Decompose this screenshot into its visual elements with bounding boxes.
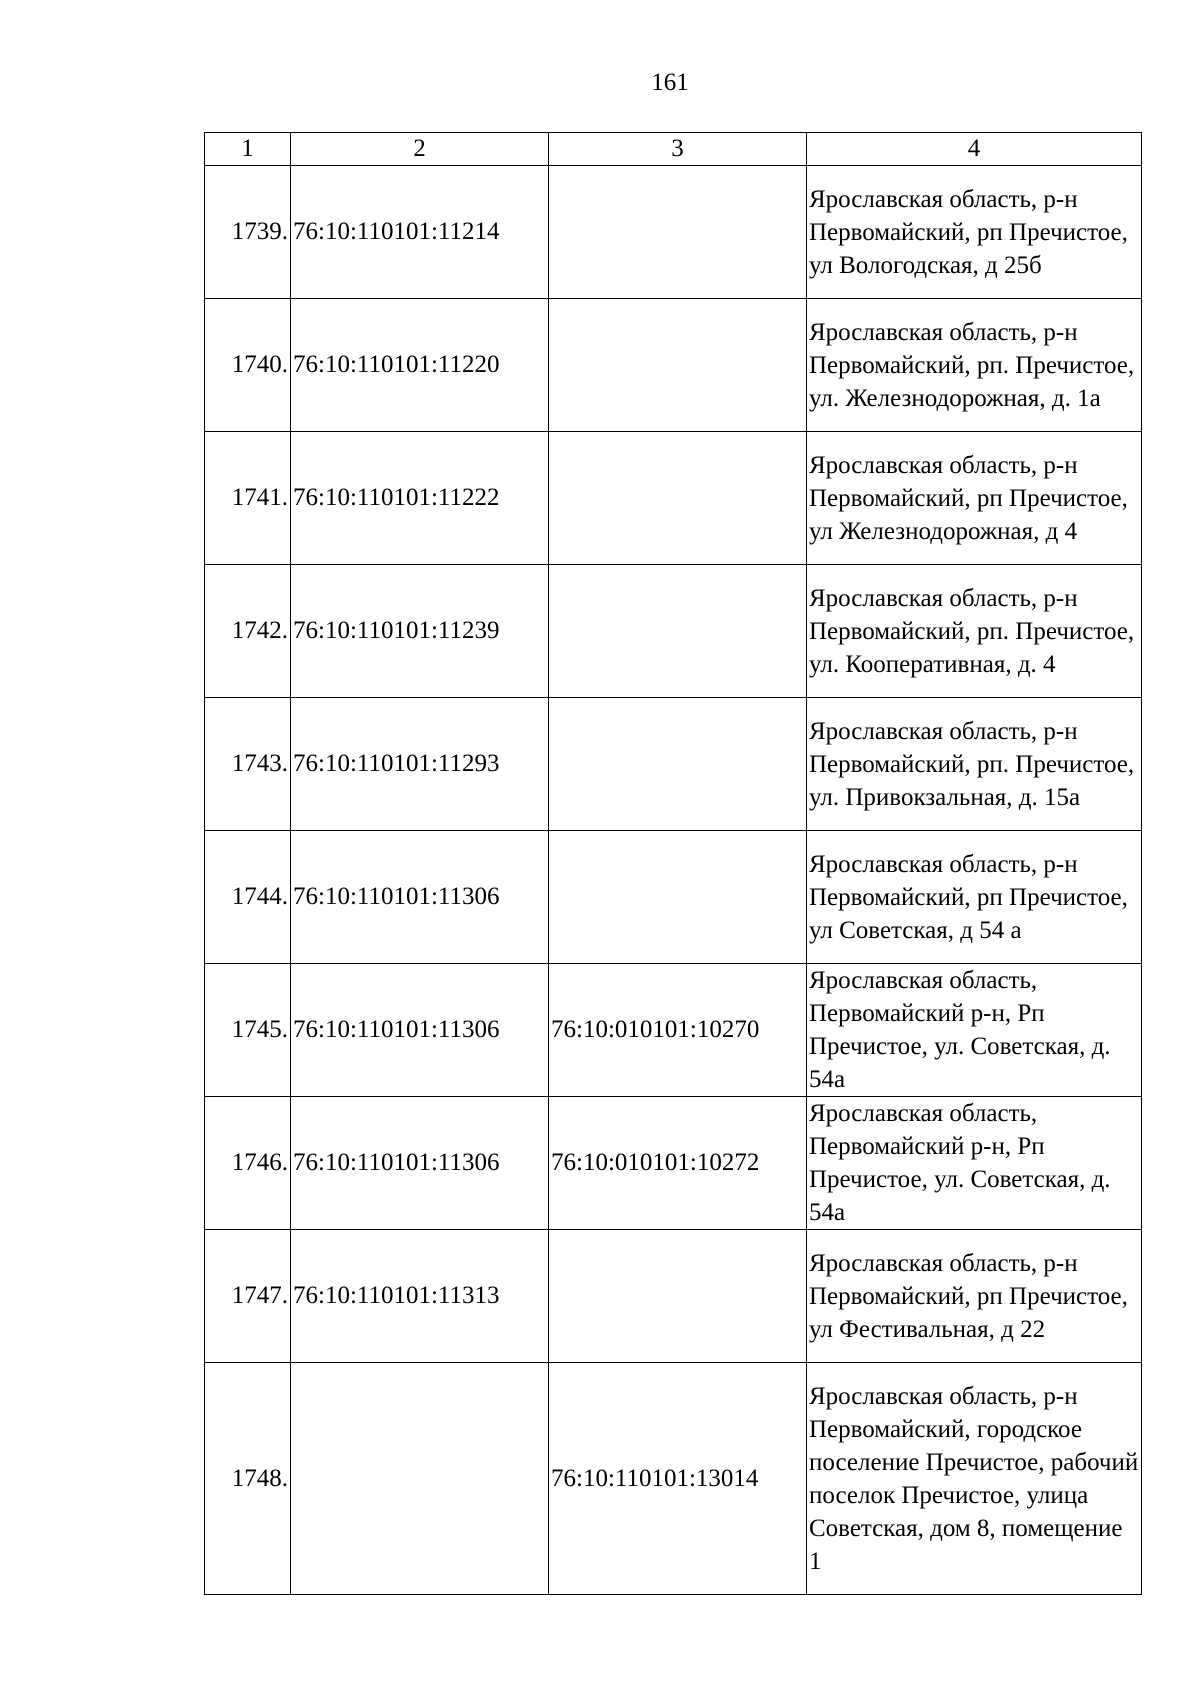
related-cadastral-number	[549, 698, 807, 831]
row-number: 1742.	[205, 565, 291, 698]
related-cadastral-number	[549, 166, 807, 299]
cadastral-number	[291, 1363, 549, 1595]
address: Ярославская область, р-н Первомайский, рп Пречистое, ул Советская, д 54 а	[807, 831, 1142, 964]
table-row	[205, 1097, 1142, 1230]
row-number: 1747.	[205, 1230, 291, 1363]
table-row	[205, 698, 1142, 831]
row-number: 1746.	[205, 1097, 291, 1230]
address: Ярославская область, Первомайский р-н, Рп Пречистое, ул. Советская, д. 54а	[807, 964, 1142, 1097]
row-number: 1748.	[205, 1363, 291, 1595]
row-number: 1741.	[205, 432, 291, 565]
cadastral-number: 76:10:110101:11306	[291, 831, 549, 964]
table-row	[205, 964, 1142, 1097]
address: Ярославская область, р-н Первомайский, рп. Пречистое, ул. Железнодорожная, д. 1а	[807, 299, 1142, 432]
related-cadastral-number	[549, 432, 807, 565]
page-number: 161	[651, 69, 689, 96]
header-col-1: 1	[205, 133, 291, 166]
cadastral-number: 76:10:110101:11239	[291, 565, 549, 698]
row-number: 1739.	[205, 166, 291, 299]
table-row	[205, 432, 1142, 565]
header-col-4: 4	[807, 133, 1142, 166]
header-col-3: 3	[549, 133, 807, 166]
address: Ярославская область, р-н Первомайский, городское поселение Пречистое, рабочий поселок Пречистое, улица Советская, дом 8, помещение 1	[807, 1363, 1142, 1595]
table-row	[205, 1230, 1142, 1363]
address: Ярославская область, р-н Первомайский, рп. Пречистое, ул. Привокзальная, д. 15а	[807, 698, 1142, 831]
table-row	[205, 166, 1142, 299]
header-col-2: 2	[291, 133, 549, 166]
address: Ярославская область, р-н Первомайский, рп Пречистое, ул Железнодорожная, д 4	[807, 432, 1142, 565]
address: Ярославская область, р-н Первомайский, рп. Пречистое, ул. Кооперативная, д. 4	[807, 565, 1142, 698]
cadastral-number: 76:10:110101:11214	[291, 166, 549, 299]
table-row	[205, 565, 1142, 698]
row-number: 1743.	[205, 698, 291, 831]
related-cadastral-number	[549, 299, 807, 432]
cadastral-number: 76:10:110101:11222	[291, 432, 549, 565]
row-number: 1740.	[205, 299, 291, 432]
address: Ярославская область, р-н Первомайский, рп Пречистое, ул Вологодская, д 25б	[807, 166, 1142, 299]
table-header-row	[205, 133, 1142, 166]
cadastral-number: 76:10:110101:11220	[291, 299, 549, 432]
address: Ярославская область, р-н Первомайский, рп Пречистое, ул Фестивальная, д 22	[807, 1230, 1142, 1363]
cadastral-number: 76:10:110101:11306	[291, 1097, 549, 1230]
registry-table	[204, 132, 1142, 1595]
related-cadastral-number	[549, 565, 807, 698]
address: Ярославская область, Первомайский р-н, Рп Пречистое, ул. Советская, д. 54а	[807, 1097, 1142, 1230]
related-cadastral-number	[549, 831, 807, 964]
table-row	[205, 831, 1142, 964]
table-row	[205, 299, 1142, 432]
related-cadastral-number: 76:10:010101:10270	[549, 964, 807, 1097]
row-number: 1744.	[205, 831, 291, 964]
related-cadastral-number: 76:10:110101:13014	[549, 1363, 807, 1595]
related-cadastral-number	[549, 1230, 807, 1363]
row-number: 1745.	[205, 964, 291, 1097]
cadastral-number: 76:10:110101:11293	[291, 698, 549, 831]
related-cadastral-number: 76:10:010101:10272	[549, 1097, 807, 1230]
cadastral-number: 76:10:110101:11313	[291, 1230, 549, 1363]
table-row	[205, 1363, 1142, 1595]
cadastral-number: 76:10:110101:11306	[291, 964, 549, 1097]
